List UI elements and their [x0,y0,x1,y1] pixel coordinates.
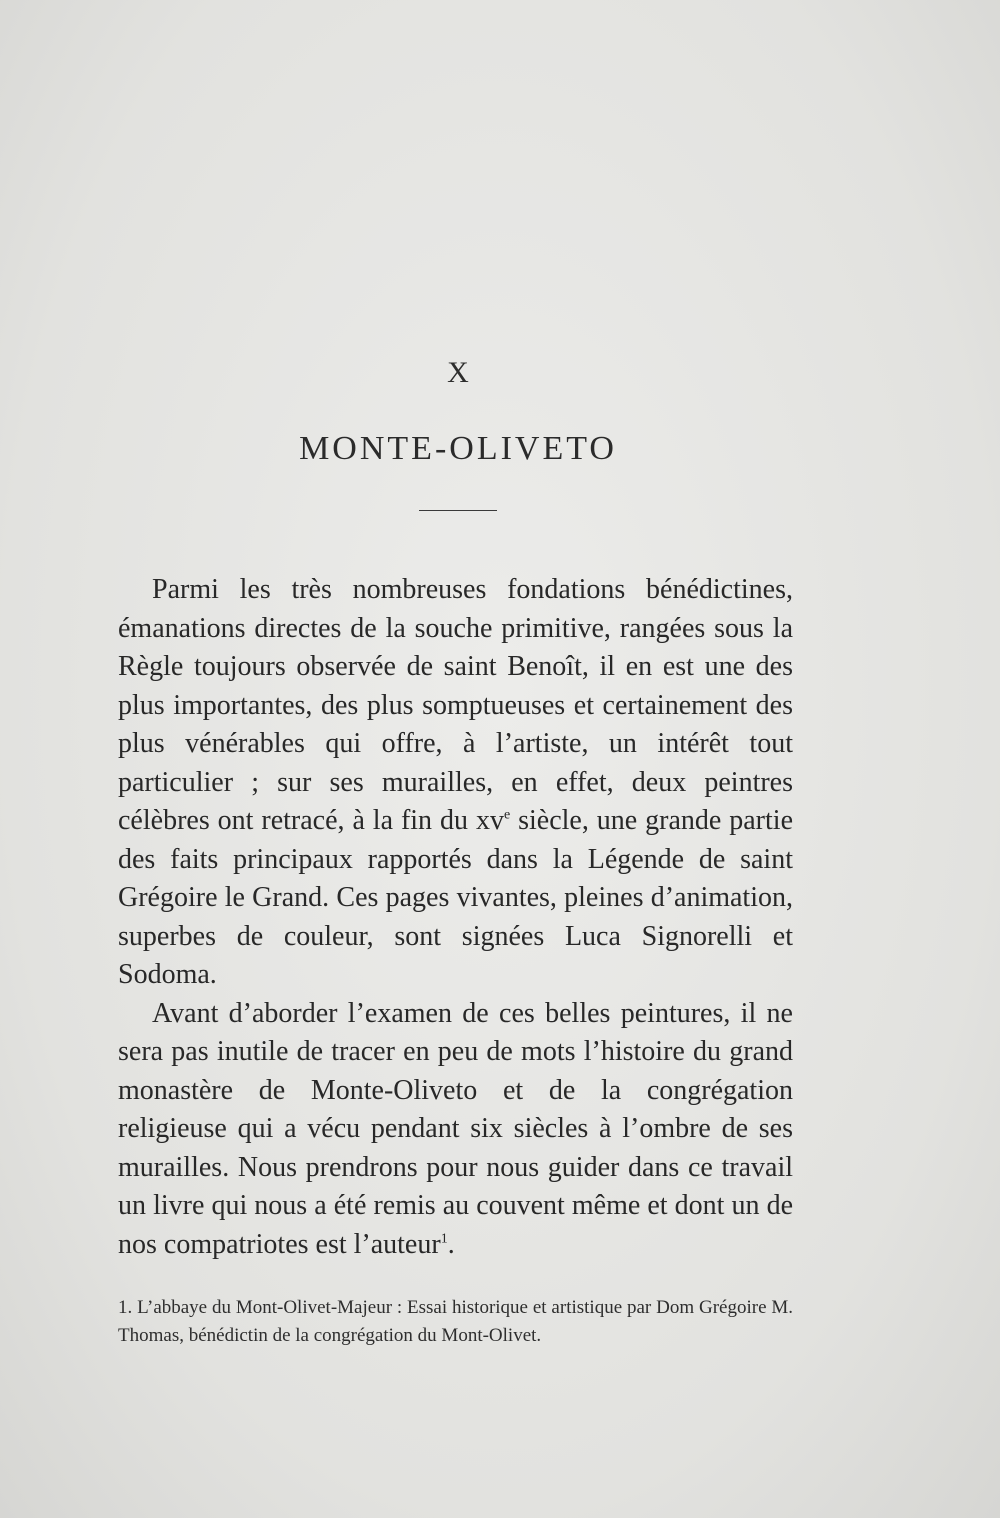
paragraph-2 [118,995,793,1265]
body-text [118,571,793,1264]
title-divider [419,510,497,511]
century-superscript: e [503,807,511,823]
paragraph-1-text: Parmi les très nombreuses fondations bénédictines, émanations directes de la souche primitive, rangées sous la Règle toujours observée de saint Benoît, il en est une des plus importantes, des plus somptueuses et certainement des plus vénérables qui offre, à l’artiste, un intérêt tout particulier ; sur ses murailles, en effet, deux peintres célèbres ont retracé, à la fin du [118,574,793,836]
chapter-number: X [447,356,469,389]
footnote [118,1294,793,1350]
paragraph-1 [118,571,793,995]
footnote-number: 1. [118,1297,133,1318]
paragraph-2-end: . [447,1228,455,1260]
footnote-text: L’abbaye du Mont-Olivet-Majeur : Essai historique et artistique par Dom Grégoire M. Thomas, bénédictin de la congrégation du Mont-Olivet. [118,1297,794,1346]
footnote-reference[interactable]: 1 [440,1231,448,1247]
paragraph-2-text: Avant d’aborder l’examen de ces belles peintures, il ne sera pas inutile de tracer en peu de mots l’histoire du grand monastère de Monte-Oliveto et de la congrégation religieuse qui a vécu pendant six siècles à l’ombre de ses murailles. Nous prendrons pour nous guider dans ce travail un livre qui nous a été remis au couvent même et dont un de nos compatriotes est l’auteur [118,997,793,1260]
century-roman: xv [475,805,504,836]
chapter-title: MONTE-OLIVETO [299,430,617,467]
paragraph-1-continuation: siècle, une grande partie des faits principaux rapportés dans la Légende de saint Grégoire le Grand. Ces pages vivantes, pleines d’animation, superbes de couleur, sont signées Luca Signorelli et Sodoma. [118,805,793,990]
